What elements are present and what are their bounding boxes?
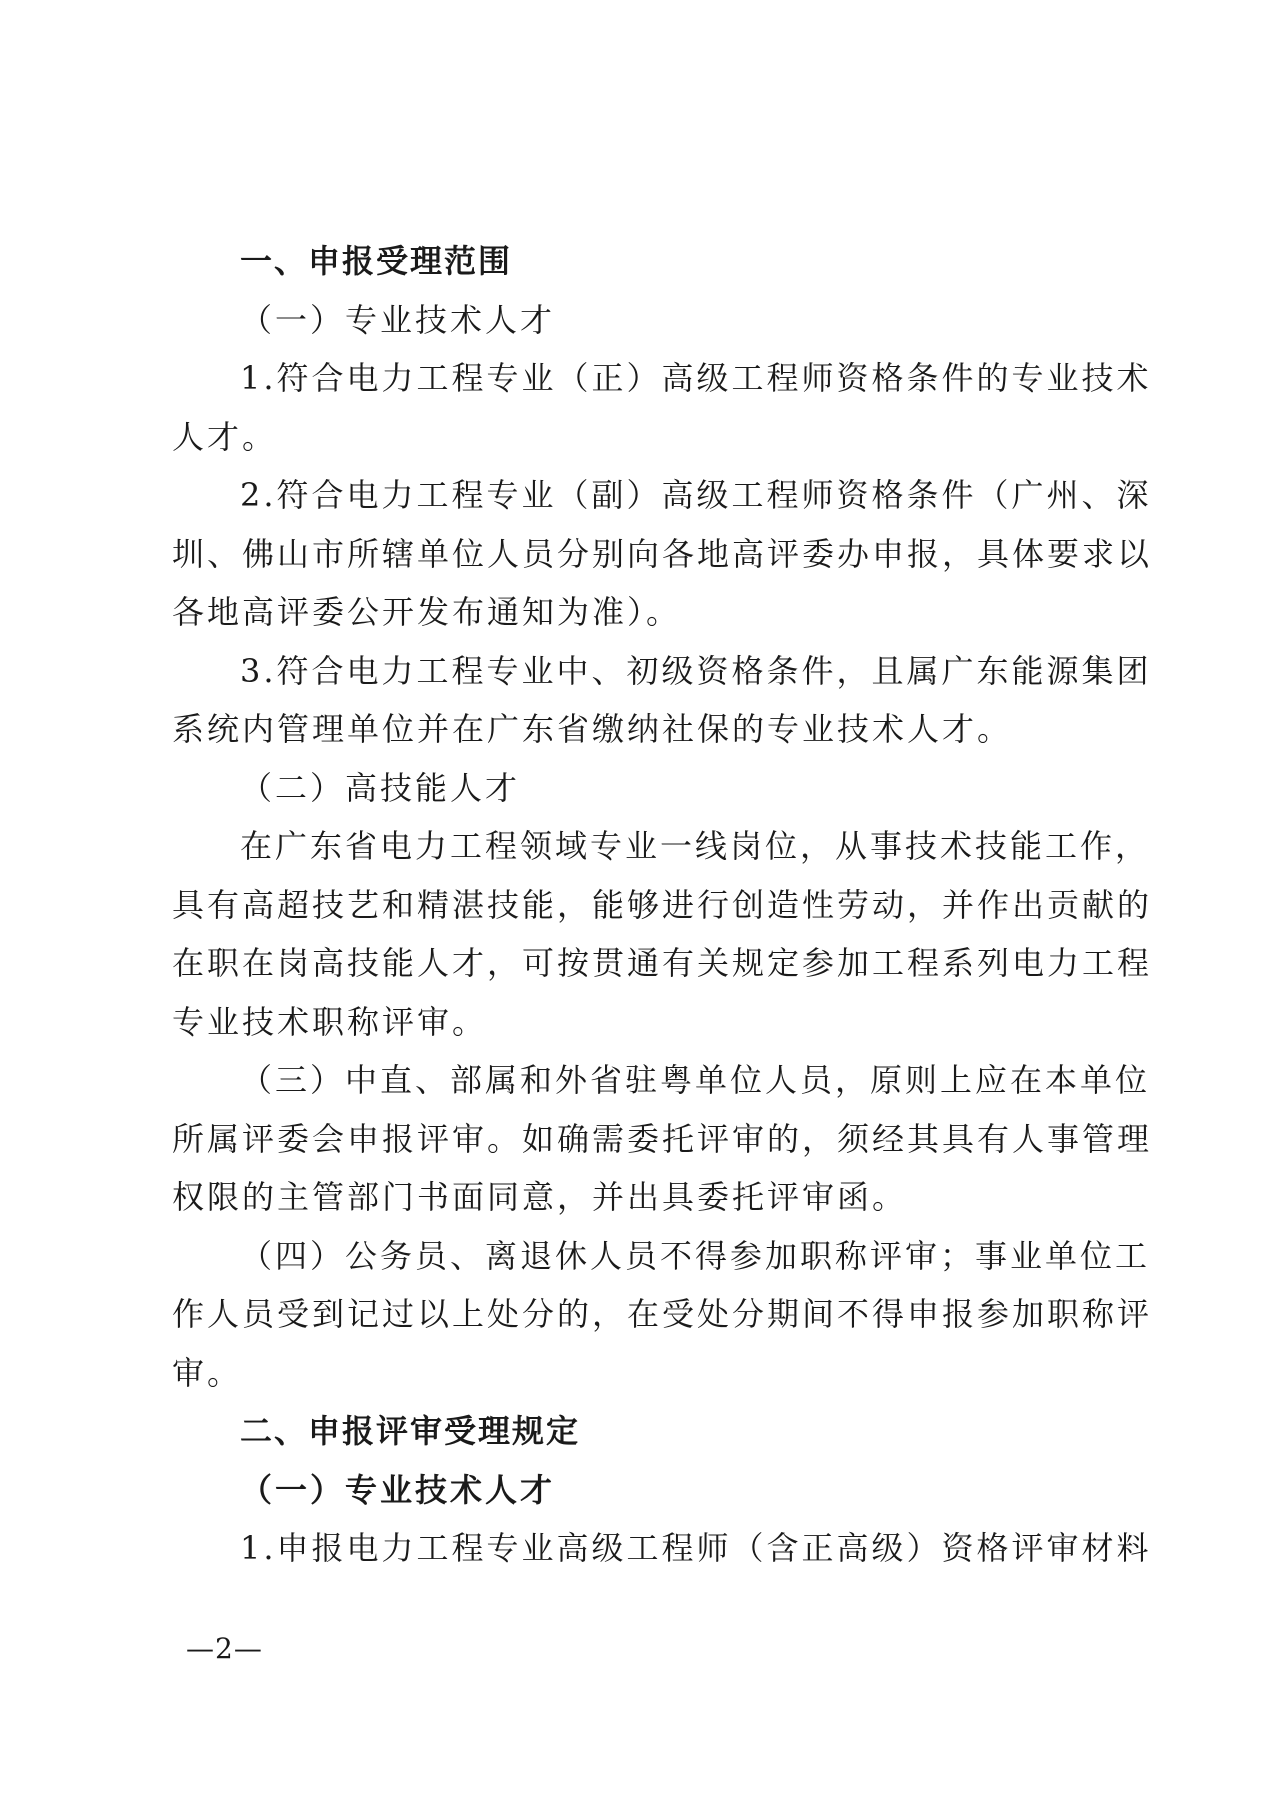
item-3-line-1: 3.符合电力工程专业中、初级资格条件，且属广东能源集团 <box>240 651 1152 690</box>
subheading-professional-talent-2: （一）专业技术人才 <box>240 1470 556 1509</box>
para-3-line-3: 权限的主管部门书面同意，并出具委托评审函。 <box>172 1178 908 1216</box>
page-number: —2— <box>186 1632 263 1665</box>
para-2-line-3: 在职在岗高技能人才，可按贯通有关规定参加工程系列电力工程 <box>172 944 1153 982</box>
section-heading-1: 一、申报受理范围 <box>240 242 513 280</box>
item-1-line-2: 人才。 <box>172 417 278 456</box>
item-3-line-2: 系统内管理单位并在广东省缴纳社保的专业技术人才。 <box>172 710 1013 748</box>
document-body <box>172 232 1153 1578</box>
subheading-high-skill-talent: （二）高技能人才 <box>240 768 521 807</box>
subheading-professional-talent: （一）专业技术人才 <box>240 300 556 339</box>
para-2-line-1: 在广东省电力工程领域专业一线岗位，从事技术技能工作， <box>240 827 1151 865</box>
para-4-line-1: （四）公务员、离退休人员不得参加职称评审；事业单位工 <box>240 1236 1151 1275</box>
section-heading-2: 二、申报评审受理规定 <box>240 1412 581 1450</box>
para-4-line-3: 审。 <box>172 1353 243 1392</box>
item-4-line-1: 1.申报电力工程专业高级工程师（含正高级）资格评审材料 <box>240 1529 1152 1567</box>
para-2-line-4: 专业技术职称评审。 <box>172 1002 488 1041</box>
item-1-line-1: 1.符合电力工程专业（正）高级工程师资格条件的专业技术 <box>240 359 1152 397</box>
para-4-line-2: 作人员受到记过以上处分的，在受处分期间不得申报参加职称评 <box>172 1295 1153 1333</box>
para-2-line-2: 具有高超技艺和精湛技能，能够进行创造性劳动，并作出贡献的 <box>172 885 1153 924</box>
para-3-line-2: 所属评委会申报评审。如确需委托评审的，须经其具有人事管理 <box>172 1119 1153 1158</box>
para-3-line-1: （三）中直、部属和外省驻粤单位人员，原则上应在本单位 <box>240 1061 1151 1099</box>
item-2-line-1: 2.符合电力工程专业（副）高级工程师资格条件（广州、深 <box>240 476 1152 514</box>
item-2-line-3: 各地高评委公开发布通知为准）。 <box>172 593 682 631</box>
item-2-line-2: 圳、佛山市所辖单位人员分别向各地高评委办申报，具体要求以 <box>172 534 1153 573</box>
